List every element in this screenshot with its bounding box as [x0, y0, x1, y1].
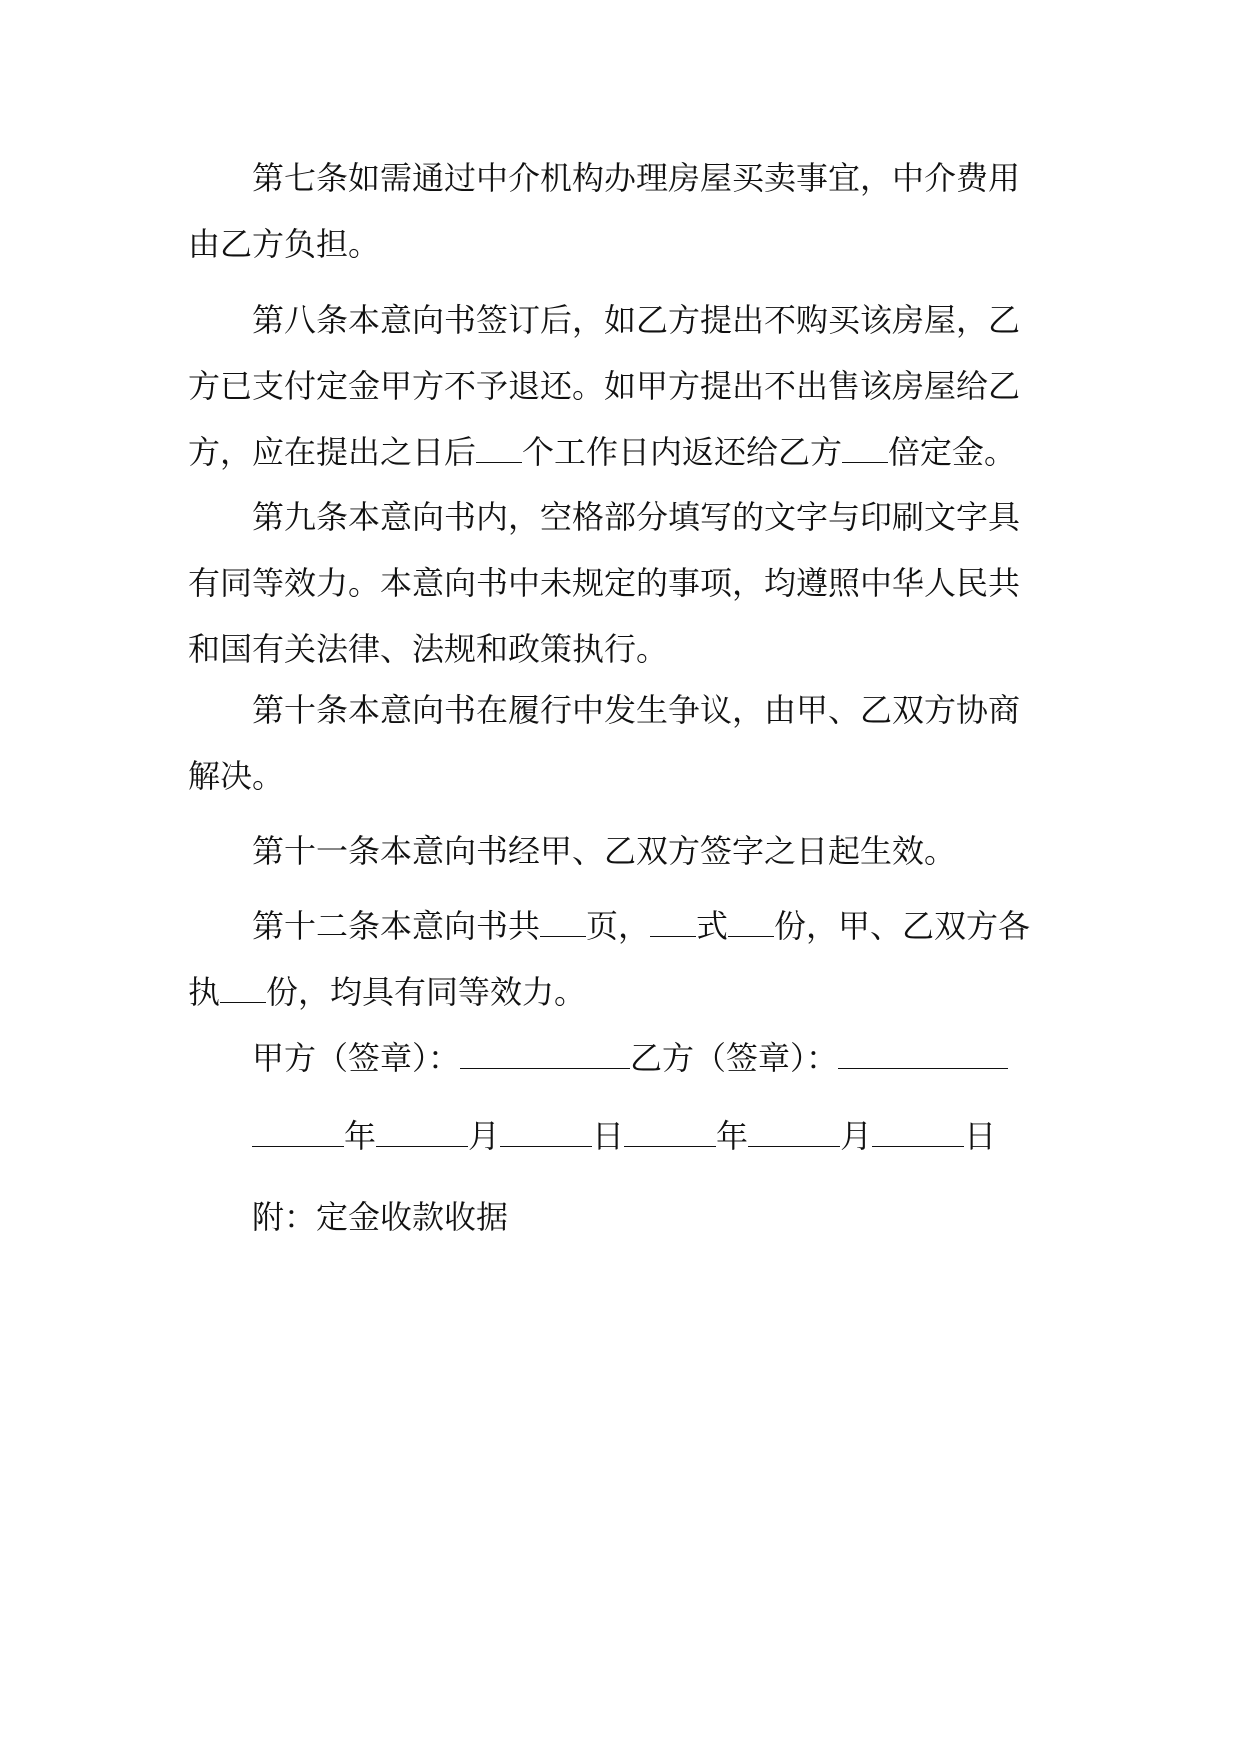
- day-label-b: 日: [964, 1117, 997, 1155]
- article-12-text-5: 份，均具有同等效力。: [266, 973, 587, 1011]
- article-10: [188, 677, 1048, 809]
- blank-copy-count[interactable]: [728, 906, 774, 937]
- party-b-year-field[interactable]: [624, 1116, 716, 1147]
- article-10-text: 第十条本意向书在履行中发生争议，由甲、乙双方协商解决。: [188, 691, 1021, 795]
- party-b-day-field[interactable]: [872, 1116, 964, 1147]
- article-12: [188, 893, 1048, 1025]
- blank-copies-each[interactable]: [220, 972, 266, 1003]
- month-label-a: 月: [468, 1117, 501, 1155]
- blank-page-count[interactable]: [540, 906, 586, 937]
- article-8-text-1: 第八条本意向书签订后，如乙方提出不购买该房屋，乙方已支付定金甲方不予退还。如甲方提出不出售该房屋给乙方，应在提出之日后: [188, 301, 1021, 471]
- signature-line: [252, 1025, 1008, 1091]
- day-label-a: 日: [592, 1117, 625, 1155]
- date-line: [252, 1103, 996, 1169]
- article-7-text: 第七条如需通过中介机构办理房屋买卖事宜，中介费用由乙方负担。: [188, 159, 1021, 263]
- blank-form-count[interactable]: [650, 906, 696, 937]
- party-a-year-field[interactable]: [252, 1116, 344, 1147]
- party-b-signature-label: 乙方（签章）：: [630, 1039, 839, 1077]
- attachment-line: [252, 1184, 508, 1250]
- month-label-b: 月: [840, 1117, 873, 1155]
- article-9-text: 第九条本意向书内，空格部分填写的文字与印刷文字具有同等效力。本意向书中未规定的事项，均遵照中华人民共和国有关法律、法规和政策执行。: [188, 498, 1021, 668]
- article-8: [188, 287, 1048, 485]
- blank-working-days[interactable]: [476, 432, 522, 463]
- attachment-text: 附：定金收款收据: [252, 1198, 509, 1236]
- article-12-text-4: 份，甲、乙双方各执: [188, 907, 1031, 1011]
- party-a-signature-field[interactable]: [460, 1038, 630, 1069]
- party-a-day-field[interactable]: [500, 1116, 592, 1147]
- article-9: [188, 484, 1048, 682]
- party-b-signature-field[interactable]: [838, 1038, 1008, 1069]
- article-12-text-3: 式: [696, 907, 729, 945]
- article-8-text-3: 倍定金。: [888, 433, 1017, 471]
- article-12-text-2: 页，: [586, 907, 651, 945]
- article-8-text-2: 个工作日内返还给乙方: [522, 433, 843, 471]
- party-a-month-field[interactable]: [376, 1116, 468, 1147]
- year-label-b: 年: [716, 1117, 749, 1155]
- article-11: [188, 818, 1048, 884]
- article-12-text-1: 第十二条本意向书共: [252, 907, 541, 945]
- party-a-signature-label: 甲方（签章）：: [252, 1039, 461, 1077]
- year-label-a: 年: [344, 1117, 377, 1155]
- party-b-month-field[interactable]: [748, 1116, 840, 1147]
- article-7: [188, 145, 1048, 277]
- blank-deposit-multiple[interactable]: [842, 432, 888, 463]
- article-11-text: 第十一条本意向书经甲、乙双方签字之日起生效。: [252, 832, 957, 870]
